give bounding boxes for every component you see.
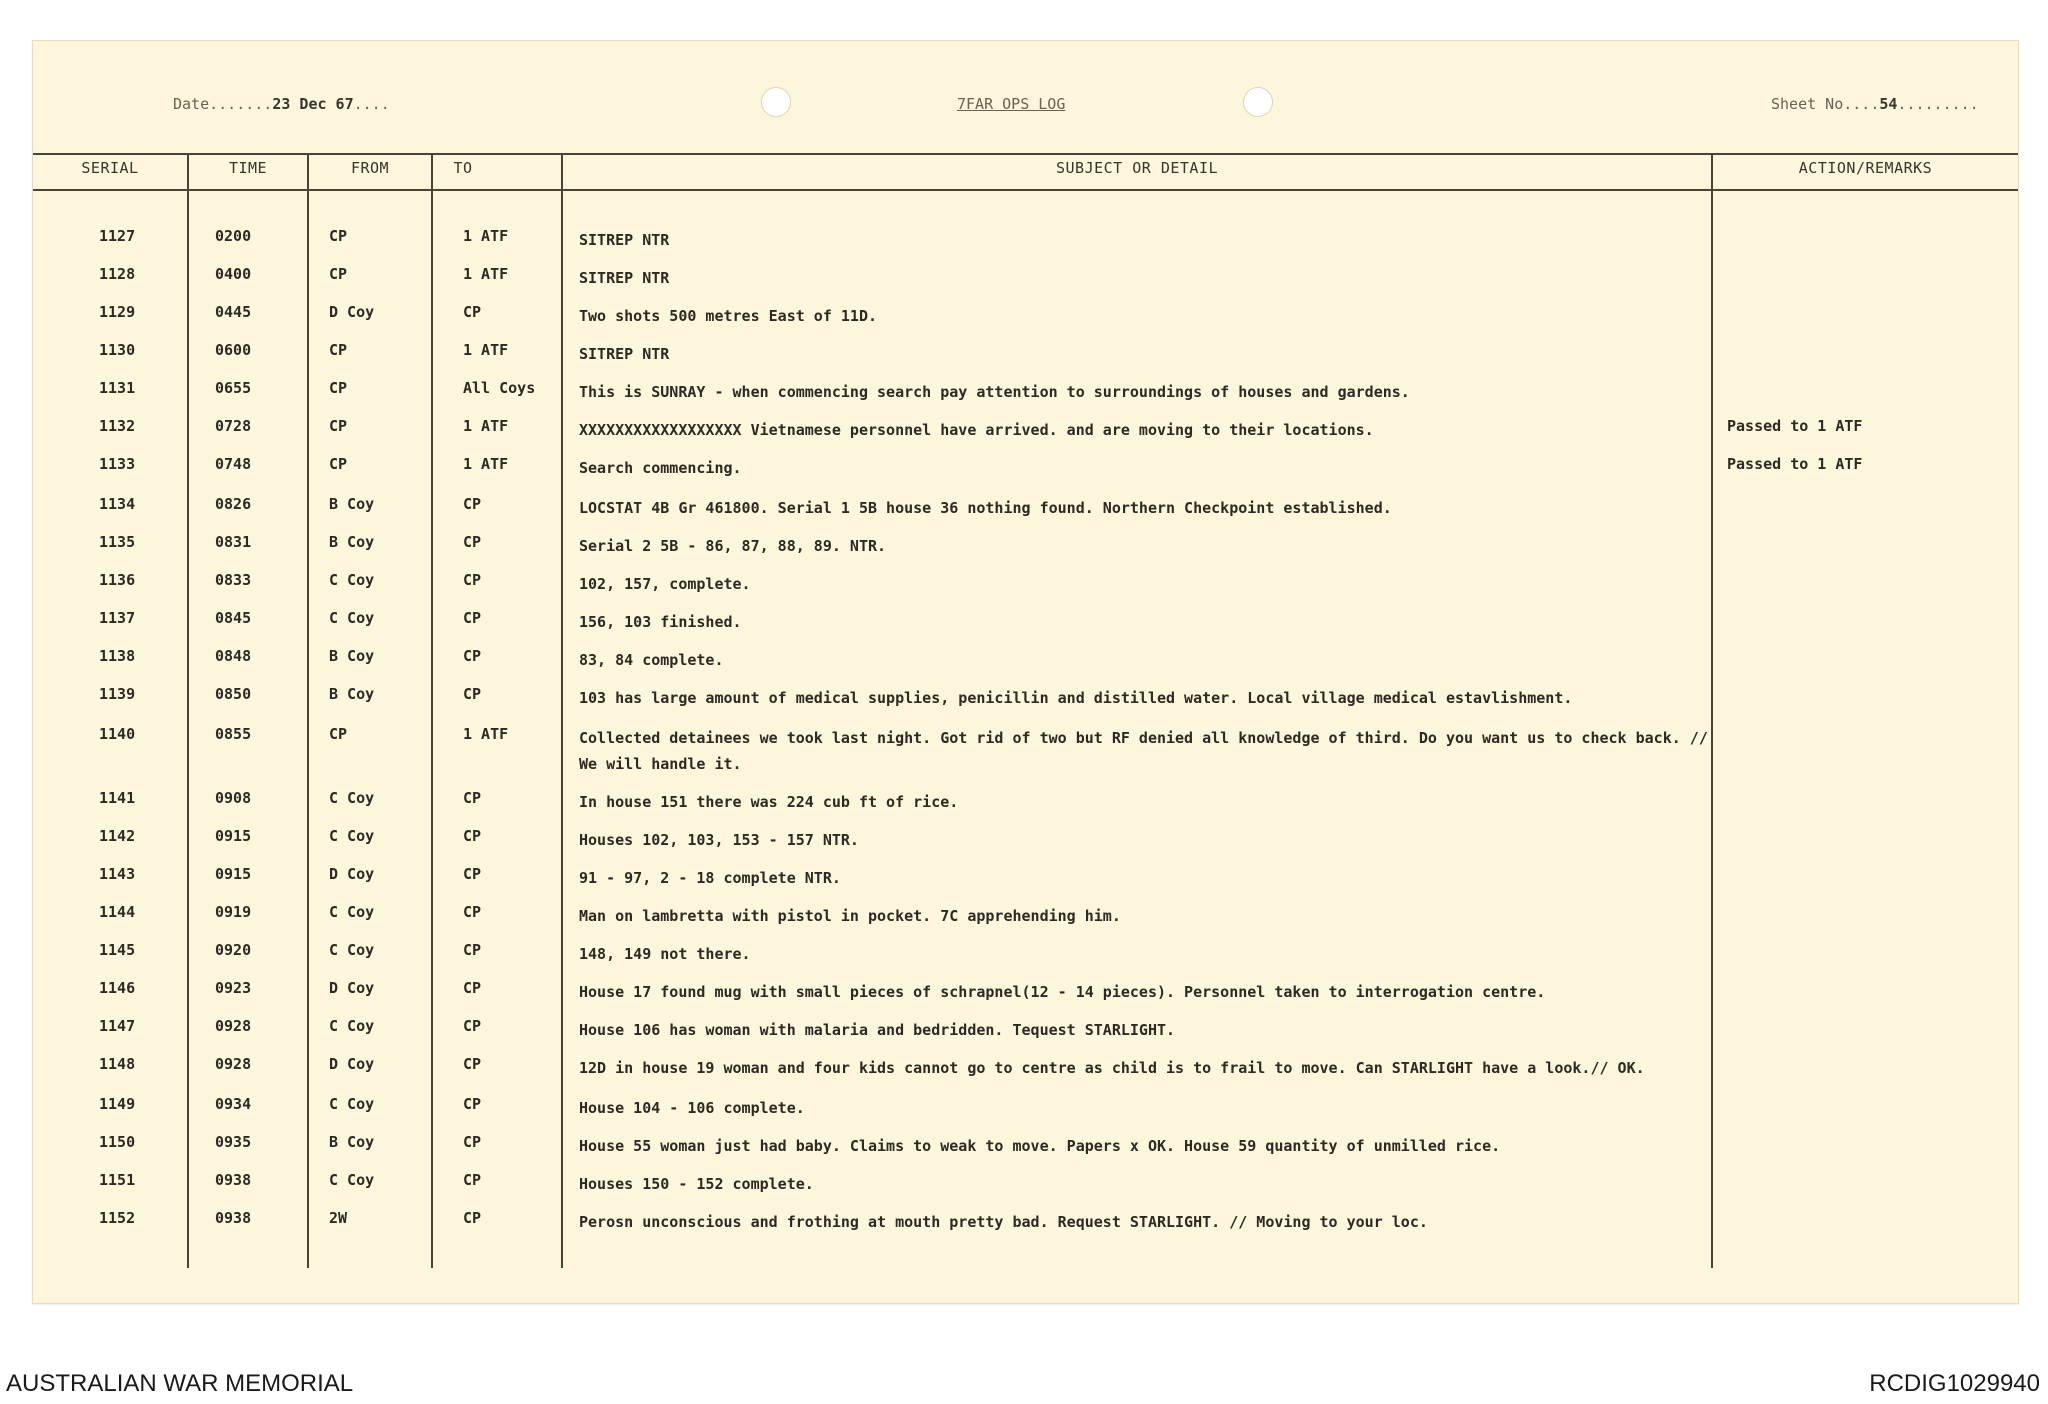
column-header-subject: SUBJECT OR DETAIL bbox=[1055, 159, 1219, 177]
to-cell: CP bbox=[463, 1055, 482, 1073]
to-cell: CP bbox=[463, 903, 482, 921]
to-cell: CP bbox=[463, 303, 482, 321]
to-cell: CP bbox=[463, 533, 482, 551]
serial-cell: 1149 bbox=[99, 1095, 136, 1113]
from-cell: C Coy bbox=[329, 1017, 375, 1035]
serial-cell: 1145 bbox=[99, 941, 136, 959]
detail-cell: Collected detainees we took last night. Got rid of two but RF denied all knowledge of third. Do you want us to check back. // We will handle it. bbox=[579, 729, 1708, 773]
column-divider bbox=[307, 153, 309, 1268]
to-cell: CP bbox=[463, 941, 482, 959]
serial-cell: 1128 bbox=[99, 265, 136, 283]
serial-cell: 1127 bbox=[99, 227, 136, 245]
serial-cell: 1133 bbox=[99, 455, 136, 473]
from-cell: CP bbox=[329, 455, 348, 473]
from-cell: B Coy bbox=[329, 1133, 375, 1151]
to-cell: CP bbox=[463, 647, 482, 665]
to-cell: CP bbox=[463, 865, 482, 883]
detail-cell: Man on lambretta with pistol in pocket. 7C apprehending him. bbox=[579, 907, 1121, 925]
serial-cell: 1131 bbox=[99, 379, 136, 397]
detail-cell: Houses 150 - 152 complete. bbox=[579, 1175, 814, 1193]
to-cell: CP bbox=[463, 827, 482, 845]
to-cell: CP bbox=[463, 789, 482, 807]
time-cell: 0845 bbox=[215, 609, 252, 627]
detail-cell: Perosn unconscious and frothing at mouth pretty bad. Request STARLIGHT. // Moving to your loc. bbox=[579, 1213, 1428, 1231]
date-field: Date.......23 Dec 67.... bbox=[173, 95, 390, 113]
serial-cell: 1138 bbox=[99, 647, 136, 665]
time-cell: 0935 bbox=[215, 1133, 252, 1151]
time-cell: 0923 bbox=[215, 979, 252, 997]
detail-cell: 148, 149 not there. bbox=[579, 945, 751, 963]
from-cell: D Coy bbox=[329, 979, 375, 997]
time-cell: 0920 bbox=[215, 941, 252, 959]
detail-cell: 156, 103 finished. bbox=[579, 613, 742, 631]
time-cell: 0655 bbox=[215, 379, 252, 397]
time-cell: 0928 bbox=[215, 1017, 252, 1035]
sheet-value: 54 bbox=[1879, 95, 1898, 113]
serial-cell: 1142 bbox=[99, 827, 136, 845]
from-cell: D Coy bbox=[329, 865, 375, 883]
to-cell: CP bbox=[463, 685, 482, 703]
sheet-number-field: Sheet No....54......... bbox=[1771, 95, 1979, 113]
serial-cell: 1147 bbox=[99, 1017, 136, 1035]
to-cell: CP bbox=[463, 1017, 482, 1035]
column-header-from: FROM bbox=[350, 159, 390, 177]
time-cell: 0938 bbox=[215, 1171, 252, 1189]
serial-cell: 1140 bbox=[99, 725, 136, 743]
to-cell: CP bbox=[463, 1171, 482, 1189]
punch-hole-right bbox=[1243, 87, 1273, 117]
time-cell: 0831 bbox=[215, 533, 252, 551]
detail-cell: SITREP NTR bbox=[579, 269, 670, 287]
time-cell: 0400 bbox=[215, 265, 252, 283]
header-bottom-rule bbox=[33, 189, 2018, 191]
from-cell: D Coy bbox=[329, 1055, 375, 1073]
from-cell: B Coy bbox=[329, 495, 375, 513]
date-value: 23 Dec 67 bbox=[272, 95, 354, 113]
detail-cell: 103 has large amount of medical supplies, penicillin and distilled water. Local village medical estavlishment. bbox=[579, 689, 1573, 707]
serial-cell: 1146 bbox=[99, 979, 136, 997]
footer-record-id: RCDIG1029940 bbox=[1869, 1370, 2040, 1397]
serial-cell: 1148 bbox=[99, 1055, 136, 1073]
serial-cell: 1129 bbox=[99, 303, 136, 321]
detail-cell: In house 151 there was 224 cub ft of rice. bbox=[579, 793, 959, 811]
column-divider bbox=[431, 153, 433, 1268]
serial-cell: 1136 bbox=[99, 571, 136, 589]
time-cell: 0833 bbox=[215, 571, 252, 589]
to-cell: CP bbox=[463, 1133, 482, 1151]
detail-cell: XXXXXXXXXXXXXXXXXX Vietnamese personnel have arrived. and are moving to their locations. bbox=[579, 421, 1374, 439]
to-cell: 1 ATF bbox=[463, 227, 509, 245]
header-top-rule bbox=[33, 153, 2018, 155]
detail-cell: House 17 found mug with small pieces of schrapnel(12 - 14 pieces). Personnel taken to interrogation centre. bbox=[579, 983, 1546, 1001]
from-cell: C Coy bbox=[329, 903, 375, 921]
column-header-time: TIME bbox=[228, 159, 268, 177]
time-cell: 0445 bbox=[215, 303, 252, 321]
detail-cell: SITREP NTR bbox=[579, 231, 670, 249]
detail-cell: Search commencing. bbox=[579, 459, 742, 477]
serial-cell: 1151 bbox=[99, 1171, 136, 1189]
serial-cell: 1150 bbox=[99, 1133, 136, 1151]
serial-cell: 1130 bbox=[99, 341, 136, 359]
detail-cell: Two shots 500 metres East of 11D. bbox=[579, 307, 878, 325]
from-cell: C Coy bbox=[329, 789, 375, 807]
from-cell: CP bbox=[329, 725, 348, 743]
log-sheet bbox=[32, 40, 2019, 1304]
from-cell: C Coy bbox=[329, 1171, 375, 1189]
serial-cell: 1135 bbox=[99, 533, 136, 551]
time-cell: 0855 bbox=[215, 725, 252, 743]
column-divider bbox=[187, 153, 189, 1268]
to-cell: CP bbox=[463, 609, 482, 627]
column-header-serial: SERIAL bbox=[81, 159, 139, 177]
detail-cell: Houses 102, 103, 153 - 157 NTR. bbox=[579, 831, 859, 849]
from-cell: CP bbox=[329, 341, 348, 359]
sheet-label: Sheet No. bbox=[1771, 95, 1853, 113]
to-cell: CP bbox=[463, 979, 482, 997]
column-header-to: TO bbox=[453, 159, 473, 177]
to-cell: 1 ATF bbox=[463, 725, 509, 743]
detail-cell: 91 - 97, 2 - 18 complete NTR. bbox=[579, 869, 841, 887]
from-cell: B Coy bbox=[329, 685, 375, 703]
from-cell: C Coy bbox=[329, 827, 375, 845]
to-cell: CP bbox=[463, 495, 482, 513]
serial-cell: 1144 bbox=[99, 903, 136, 921]
remark-cell: Passed to 1 ATF bbox=[1727, 417, 1863, 435]
time-cell: 0850 bbox=[215, 685, 252, 703]
to-cell: 1 ATF bbox=[463, 455, 509, 473]
from-cell: CP bbox=[329, 417, 348, 435]
detail-cell: Serial 2 5B - 86, 87, 88, 89. NTR. bbox=[579, 537, 887, 555]
from-cell: C Coy bbox=[329, 609, 375, 627]
column-header-remarks: ACTION/REMARKS bbox=[1798, 159, 1933, 177]
time-cell: 0826 bbox=[215, 495, 252, 513]
serial-cell: 1141 bbox=[99, 789, 136, 807]
time-cell: 0600 bbox=[215, 341, 252, 359]
to-cell: CP bbox=[463, 571, 482, 589]
detail-cell: This is SUNRAY - when commencing search pay attention to surroundings of houses and gardens. bbox=[579, 383, 1410, 401]
detail-cell: House 55 woman just had baby. Claims to weak to move. Papers x OK. House 59 quantity of unmilled rice. bbox=[579, 1137, 1501, 1155]
detail-cell: 102, 157, complete. bbox=[579, 575, 751, 593]
serial-cell: 1152 bbox=[99, 1209, 136, 1227]
punch-hole-left bbox=[761, 87, 791, 117]
to-cell: CP bbox=[463, 1095, 482, 1113]
footer-institution: AUSTRALIAN WAR MEMORIAL bbox=[6, 1370, 354, 1397]
to-cell: 1 ATF bbox=[463, 265, 509, 283]
from-cell: C Coy bbox=[329, 571, 375, 589]
from-cell: CP bbox=[329, 227, 348, 245]
serial-cell: 1137 bbox=[99, 609, 136, 627]
from-cell: B Coy bbox=[329, 647, 375, 665]
time-cell: 0928 bbox=[215, 1055, 252, 1073]
time-cell: 0848 bbox=[215, 647, 252, 665]
to-cell: All Coys bbox=[463, 379, 536, 397]
time-cell: 0915 bbox=[215, 865, 252, 883]
time-cell: 0938 bbox=[215, 1209, 252, 1227]
detail-cell: House 106 has woman with malaria and bedridden. Tequest STARLIGHT. bbox=[579, 1021, 1176, 1039]
date-label: Date bbox=[173, 95, 210, 113]
detail-cell: House 104 - 106 complete. bbox=[579, 1099, 805, 1117]
to-cell: 1 ATF bbox=[463, 341, 509, 359]
time-cell: 0728 bbox=[215, 417, 252, 435]
to-cell: CP bbox=[463, 1209, 482, 1227]
detail-cell: SITREP NTR bbox=[579, 345, 670, 363]
serial-cell: 1132 bbox=[99, 417, 136, 435]
detail-cell: 12D in house 19 woman and four kids cannot go to centre as child is to frail to move. Can STARLIGHT have a look.// OK. bbox=[579, 1059, 1645, 1077]
from-cell: C Coy bbox=[329, 1095, 375, 1113]
serial-cell: 1143 bbox=[99, 865, 136, 883]
from-cell: C Coy bbox=[329, 941, 375, 959]
log-title: 7FAR OPS LOG bbox=[957, 95, 1066, 113]
serial-cell: 1134 bbox=[99, 495, 136, 513]
from-cell: CP bbox=[329, 379, 348, 397]
serial-cell: 1139 bbox=[99, 685, 136, 703]
from-cell: CP bbox=[329, 265, 348, 283]
time-cell: 0748 bbox=[215, 455, 252, 473]
from-cell: D Coy bbox=[329, 303, 375, 321]
from-cell: 2W bbox=[329, 1209, 348, 1227]
detail-cell: LOCSTAT 4B Gr 461800. Serial 1 5B house 36 nothing found. Northern Checkpoint established. bbox=[579, 499, 1392, 517]
time-cell: 0934 bbox=[215, 1095, 252, 1113]
column-divider bbox=[561, 153, 563, 1268]
detail-cell: 83, 84 complete. bbox=[579, 651, 724, 669]
from-cell: B Coy bbox=[329, 533, 375, 551]
time-cell: 0919 bbox=[215, 903, 252, 921]
remark-cell: Passed to 1 ATF bbox=[1727, 455, 1863, 473]
time-cell: 0200 bbox=[215, 227, 252, 245]
time-cell: 0908 bbox=[215, 789, 252, 807]
to-cell: 1 ATF bbox=[463, 417, 509, 435]
time-cell: 0915 bbox=[215, 827, 252, 845]
